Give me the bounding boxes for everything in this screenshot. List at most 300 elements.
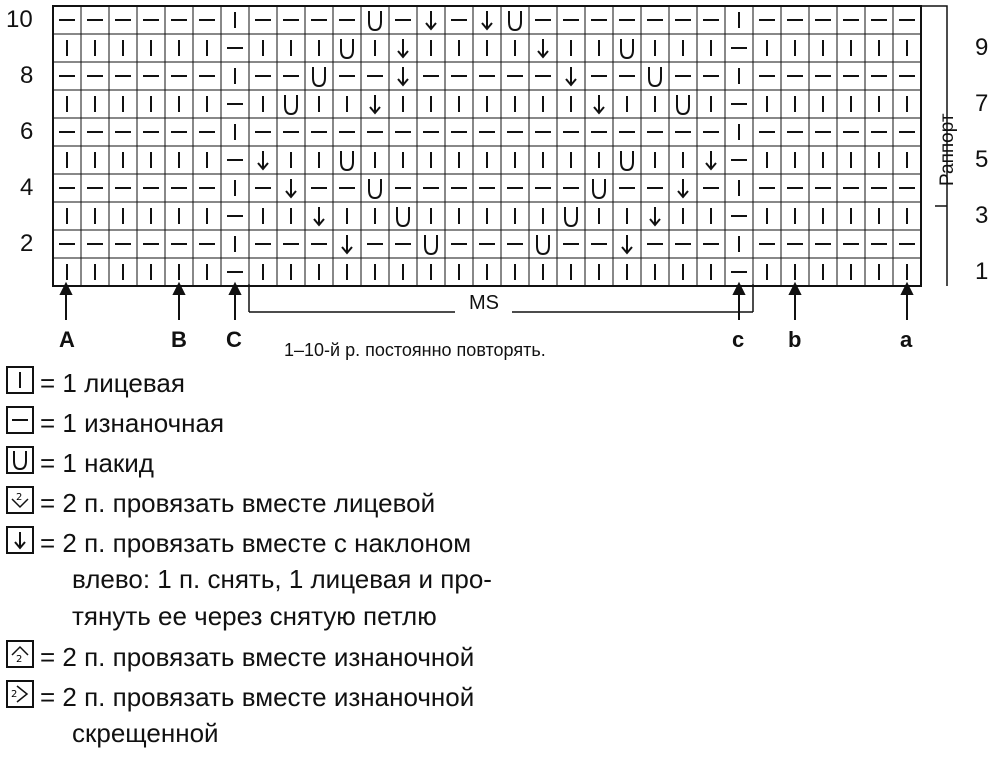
- stitch-cell: [81, 202, 109, 230]
- stitch-cell: [305, 258, 333, 286]
- stitch-cell: [193, 34, 221, 62]
- row-number-5: 5: [975, 146, 989, 173]
- stitch-cell: [53, 258, 81, 286]
- stitch-cell: [361, 90, 389, 118]
- stitch-cell: [557, 146, 585, 174]
- legend-text-yarn-over: = 1 накид: [40, 448, 154, 478]
- stitch-cell: [725, 34, 753, 62]
- stitch-cell: [389, 202, 417, 230]
- stitch-cell: [193, 146, 221, 174]
- stitch-cell: [753, 202, 781, 230]
- stitch-cell: [809, 34, 837, 62]
- rapport-label: Раппорт: [937, 113, 958, 186]
- stitch-cell: [585, 230, 613, 258]
- stitch-cell: [753, 146, 781, 174]
- stitch-cell: [445, 230, 473, 258]
- stitch-cell: [193, 202, 221, 230]
- stitch-cell: [781, 174, 809, 202]
- stitch-cell: [137, 174, 165, 202]
- stitch-cell: [697, 6, 725, 34]
- stitch-cell: [893, 202, 921, 230]
- stitch-cell: [333, 230, 361, 258]
- stitch-cell: [53, 90, 81, 118]
- stitch-cell: [641, 230, 669, 258]
- stitch-cell: [669, 34, 697, 62]
- stitch-cell: [53, 230, 81, 258]
- stitch-cell: [221, 202, 249, 230]
- stitch-cell: [893, 62, 921, 90]
- stitch-cell: [529, 230, 557, 258]
- stitch-cell: [81, 230, 109, 258]
- ms-label: MS: [469, 292, 499, 314]
- stitch-cell: [865, 34, 893, 62]
- stitch-cell: [221, 146, 249, 174]
- ms-bracket: [249, 284, 753, 312]
- stitch-cell: [389, 118, 417, 146]
- stitch-cell: [585, 118, 613, 146]
- stitch-cell: [501, 34, 529, 62]
- stitch-cell: [781, 118, 809, 146]
- stitch-cell: [613, 118, 641, 146]
- stitch-cell: [333, 258, 361, 286]
- stitch-cell: [585, 174, 613, 202]
- stitch-cell: [725, 146, 753, 174]
- stitch-cell: [837, 258, 865, 286]
- stitch-cell: [137, 34, 165, 62]
- stitch-cell: [53, 174, 81, 202]
- stitch-cell: [641, 34, 669, 62]
- row-number-2: 2: [20, 230, 34, 257]
- stitch-cell: [529, 90, 557, 118]
- stitch-cell: [137, 6, 165, 34]
- stitch-cell: [753, 90, 781, 118]
- stitch-cell: [641, 258, 669, 286]
- stitch-cell: [361, 118, 389, 146]
- stitch-cell: [137, 90, 165, 118]
- stitch-cell: [809, 230, 837, 258]
- legend-ssk-cont-2: тянуть ее через снятую петлю: [72, 601, 437, 631]
- stitch-cell: [137, 258, 165, 286]
- stitch-cell: [809, 90, 837, 118]
- stitch-cell: [109, 174, 137, 202]
- stitch-cell: [865, 230, 893, 258]
- stitch-cell: [193, 6, 221, 34]
- stitch-cell: [249, 6, 277, 34]
- stitch-cell: [837, 34, 865, 62]
- stitch-cell: [193, 230, 221, 258]
- stitch-cell: [585, 34, 613, 62]
- stitch-cell: [193, 258, 221, 286]
- stitch-cell: [445, 118, 473, 146]
- stitch-cell: [669, 90, 697, 118]
- stitch-cell: [893, 6, 921, 34]
- stitch-cell: [389, 6, 417, 34]
- stitch-cell: [893, 90, 921, 118]
- stitch-cell: [501, 258, 529, 286]
- stitch-cell: [753, 258, 781, 286]
- stitch-cell: [641, 6, 669, 34]
- stitch-cell: [893, 118, 921, 146]
- knit-icon: [6, 366, 34, 394]
- stitch-cell: [501, 6, 529, 34]
- stitch-cell: [641, 174, 669, 202]
- stitch-cell: [697, 202, 725, 230]
- ssk-icon: [6, 526, 34, 554]
- stitch-cell: [893, 34, 921, 62]
- stitch-cell: [417, 258, 445, 286]
- row-number-10: 10: [6, 6, 33, 33]
- stitch-cell: [781, 146, 809, 174]
- stitch-cell: [697, 34, 725, 62]
- stitch-cell: [445, 6, 473, 34]
- legend-ssk-cont-1: влево: 1 п. снять, 1 лицевая и про-: [72, 564, 492, 594]
- stitch-cell: [445, 258, 473, 286]
- stitch-cell: [753, 230, 781, 258]
- stitch-cell: [865, 62, 893, 90]
- legend-text-p2tog-tbl: = 2 п. провязать вместе изнаночной: [40, 682, 475, 712]
- stitch-cell: [473, 202, 501, 230]
- stitch-cell: [725, 6, 753, 34]
- stitch-cell: [809, 258, 837, 286]
- stitch-cell: [137, 62, 165, 90]
- stitch-cell: [137, 146, 165, 174]
- stitch-cell: [277, 62, 305, 90]
- purl-icon: [6, 406, 34, 434]
- row-number-7: 7: [975, 90, 989, 117]
- stitch-cell: [221, 90, 249, 118]
- legend-item-ssk: [0, 522, 560, 562]
- stitch-cell: [361, 6, 389, 34]
- stitch-cell: [697, 90, 725, 118]
- marker-b-upper: B: [171, 327, 187, 352]
- stitch-cell: [305, 6, 333, 34]
- stitch-cell: [333, 6, 361, 34]
- svg-text:2: 2: [11, 689, 18, 700]
- stitch-cell: [249, 202, 277, 230]
- stitch-cell: [529, 6, 557, 34]
- legend-item-yarn-over: [0, 442, 560, 482]
- stitch-cell: [641, 118, 669, 146]
- stitch-cell: [501, 174, 529, 202]
- stitch-cell: [893, 146, 921, 174]
- stitch-cell: [277, 146, 305, 174]
- stitch-cell: [361, 34, 389, 62]
- stitch-cell: [669, 118, 697, 146]
- stitch-cell: [473, 90, 501, 118]
- stitch-cell: [585, 202, 613, 230]
- stitch-cell: [221, 6, 249, 34]
- stitch-cell: [585, 258, 613, 286]
- stitch-cell: [361, 62, 389, 90]
- stitch-cell: [389, 62, 417, 90]
- stitch-cell: [501, 202, 529, 230]
- row-number-6: 6: [20, 118, 34, 145]
- stitch-cell: [585, 90, 613, 118]
- stitch-cell: [865, 146, 893, 174]
- stitch-cell: [305, 202, 333, 230]
- stitch-cell: [305, 118, 333, 146]
- stitch-cell: [165, 174, 193, 202]
- stitch-cell: [81, 34, 109, 62]
- stitch-cell: [445, 34, 473, 62]
- stitch-cell: [109, 258, 137, 286]
- stitch-cell: [361, 230, 389, 258]
- stitch-cell: [277, 6, 305, 34]
- stitch-cell: [669, 230, 697, 258]
- stitch-cell: [389, 146, 417, 174]
- stitch-cell: [501, 230, 529, 258]
- p2tog-tbl-icon: [6, 680, 34, 708]
- row-number-3: 3: [975, 202, 989, 229]
- stitch-cell: [613, 258, 641, 286]
- stitch-cell: [865, 90, 893, 118]
- row-number-9: 9: [975, 34, 989, 61]
- stitch-cell: [697, 118, 725, 146]
- stitch-cell: [277, 202, 305, 230]
- stitch-cell: [501, 146, 529, 174]
- svg-text:2: 2: [16, 654, 23, 665]
- stitch-cell: [529, 118, 557, 146]
- stitch-cell: [277, 174, 305, 202]
- stitch-cell: [697, 174, 725, 202]
- stitch-cell: [725, 230, 753, 258]
- stitch-cell: [165, 6, 193, 34]
- stitch-cell: [613, 202, 641, 230]
- stitch-cell: [165, 90, 193, 118]
- stitch-cell: [473, 258, 501, 286]
- stitch-cell: [277, 34, 305, 62]
- stitch-cell: [81, 258, 109, 286]
- stitch-cell: [249, 174, 277, 202]
- stitch-cell: [669, 62, 697, 90]
- stitch-cell: [165, 202, 193, 230]
- stitch-cell: [137, 230, 165, 258]
- stitch-cell: [753, 118, 781, 146]
- p2tog-icon: [6, 640, 34, 668]
- stitch-cell: [81, 6, 109, 34]
- stitch-cell: [501, 62, 529, 90]
- stitch-cell: [417, 34, 445, 62]
- stitch-cell: [305, 34, 333, 62]
- stitch-cell: [697, 146, 725, 174]
- stitch-cell: [249, 90, 277, 118]
- stitch-cell: [529, 258, 557, 286]
- stitch-cell: [249, 230, 277, 258]
- stitch-cell: [865, 202, 893, 230]
- stitch-cell: [81, 118, 109, 146]
- stitch-cell: [837, 174, 865, 202]
- stitch-cell: [613, 90, 641, 118]
- stitch-cell: [53, 34, 81, 62]
- stitch-cell: [557, 258, 585, 286]
- stitch-cell: [473, 146, 501, 174]
- stitch-cell: [333, 146, 361, 174]
- stitch-cell: [53, 6, 81, 34]
- stitch-cell: [193, 62, 221, 90]
- stitch-cell: [53, 202, 81, 230]
- stitch-cell: [473, 230, 501, 258]
- stitch-cell: [417, 118, 445, 146]
- svg-text:2: 2: [16, 492, 23, 503]
- stitch-cell: [725, 174, 753, 202]
- stitch-cell: [81, 62, 109, 90]
- stitch-cell: [137, 202, 165, 230]
- stitch-cell: [837, 230, 865, 258]
- stitch-cell: [445, 202, 473, 230]
- stitch-cell: [333, 62, 361, 90]
- stitch-cell: [305, 62, 333, 90]
- stitch-cell: [417, 174, 445, 202]
- stitch-cell: [193, 118, 221, 146]
- stitch-cell: [781, 62, 809, 90]
- stitch-cell: [725, 118, 753, 146]
- stitch-cell: [333, 34, 361, 62]
- knitting-chart: [0, 0, 1000, 362]
- stitch-cell: [893, 230, 921, 258]
- stitch-cell: [837, 118, 865, 146]
- stitch-cell: [837, 202, 865, 230]
- stitch-cell: [865, 118, 893, 146]
- stitch-cell: [529, 62, 557, 90]
- legend-text-p2tog: = 2 п. провязать вместе изнаночной: [40, 642, 475, 672]
- stitch-cell: [277, 118, 305, 146]
- stitch-cell: [445, 62, 473, 90]
- stitch-cell: [389, 34, 417, 62]
- stitch-cell: [221, 174, 249, 202]
- marker-a-lower: a: [900, 327, 913, 352]
- legend-p2tog-tbl-cont: скрещенной: [72, 718, 219, 748]
- stitch-cell: [165, 230, 193, 258]
- stitch-cell: [473, 118, 501, 146]
- stitch-cell: [249, 146, 277, 174]
- stitch-cell: [585, 6, 613, 34]
- stitch-cell: [165, 118, 193, 146]
- stitch-cell: [445, 174, 473, 202]
- stitch-cell: [669, 174, 697, 202]
- stitch-cell: [221, 62, 249, 90]
- stitch-cell: [333, 202, 361, 230]
- stitch-cell: [249, 62, 277, 90]
- stitch-cell: [109, 146, 137, 174]
- stitch-cell: [53, 118, 81, 146]
- stitch-cell: [809, 202, 837, 230]
- stitch-cell: [389, 230, 417, 258]
- repeat-note: 1–10-й р. постоянно повторять.: [284, 340, 546, 360]
- stitch-cell: [809, 6, 837, 34]
- legend-text-purl: = 1 изнаночная: [40, 408, 225, 438]
- legend-item-k2tog: [0, 482, 560, 522]
- stitch-cell: [753, 174, 781, 202]
- stitch-cell: [865, 174, 893, 202]
- stitch-cell: [557, 90, 585, 118]
- stitch-cell: [361, 202, 389, 230]
- stitch-cell: [193, 90, 221, 118]
- row-number-4: 4: [20, 174, 34, 201]
- stitch-cell: [361, 258, 389, 286]
- stitch-cell: [221, 118, 249, 146]
- stitch-cell: [585, 146, 613, 174]
- stitch-cell: [109, 90, 137, 118]
- stitch-cell: [865, 6, 893, 34]
- stitch-cell: [641, 202, 669, 230]
- stitch-cell: [669, 258, 697, 286]
- marker-a-upper: A: [59, 327, 75, 352]
- stitch-cell: [781, 230, 809, 258]
- stitch-cell: [361, 174, 389, 202]
- stitch-cell: [193, 174, 221, 202]
- stitch-cell: [109, 6, 137, 34]
- stitch-cell: [333, 90, 361, 118]
- stitch-cell: [109, 34, 137, 62]
- stitch-cell: [81, 90, 109, 118]
- stitch-cell: [669, 146, 697, 174]
- stitch-cell: [809, 146, 837, 174]
- stitch-cell: [305, 174, 333, 202]
- stitch-cell: [641, 146, 669, 174]
- stitch-cell: [109, 118, 137, 146]
- stitch-cell: [249, 34, 277, 62]
- stitch-cell: [837, 6, 865, 34]
- stitch-cell: [137, 118, 165, 146]
- stitch-cell: [781, 90, 809, 118]
- legend-item-p2tog-tbl: [0, 676, 560, 716]
- stitch-cell: [445, 90, 473, 118]
- stitch-cell: [809, 62, 837, 90]
- legend-item-purl: [0, 402, 560, 442]
- stitch-cell: [557, 62, 585, 90]
- stitch-cell: [557, 34, 585, 62]
- stitch-cell: [305, 146, 333, 174]
- stitch-cell: [529, 34, 557, 62]
- stitch-cell: [109, 202, 137, 230]
- stitch-cell: [837, 90, 865, 118]
- stitch-cell: [669, 202, 697, 230]
- stitch-cell: [417, 202, 445, 230]
- stitch-cell: [725, 90, 753, 118]
- stitch-cell: [165, 62, 193, 90]
- stitch-cell: [53, 62, 81, 90]
- stitch-cell: [165, 34, 193, 62]
- marker-c-lower: c: [732, 327, 745, 352]
- stitch-cell: [249, 258, 277, 286]
- stitch-cell: [221, 230, 249, 258]
- stitch-cell: [613, 230, 641, 258]
- stitch-cell: [837, 62, 865, 90]
- stitch-cell: [417, 6, 445, 34]
- stitch-cell: [781, 6, 809, 34]
- legend-item-p2tog: [0, 636, 560, 676]
- yarn-over-icon: [6, 446, 34, 474]
- stitch-cell: [445, 146, 473, 174]
- stitch-cell: [697, 230, 725, 258]
- stitch-cell: [501, 90, 529, 118]
- stitch-cell: [697, 62, 725, 90]
- stitch-cell: [837, 146, 865, 174]
- stitch-cell: [417, 62, 445, 90]
- stitch-cell: [473, 6, 501, 34]
- stitch-cell: [613, 174, 641, 202]
- stitch-cell: [557, 202, 585, 230]
- stitch-cell: [697, 258, 725, 286]
- stitch-cell: [725, 202, 753, 230]
- stitch-cell: [53, 146, 81, 174]
- stitch-cell: [277, 90, 305, 118]
- stitch-cell: [389, 90, 417, 118]
- stitch-cell: [753, 62, 781, 90]
- legend-text-knit: = 1 лицевая: [40, 368, 185, 398]
- stitch-cell: [109, 230, 137, 258]
- stitch-cell: [585, 62, 613, 90]
